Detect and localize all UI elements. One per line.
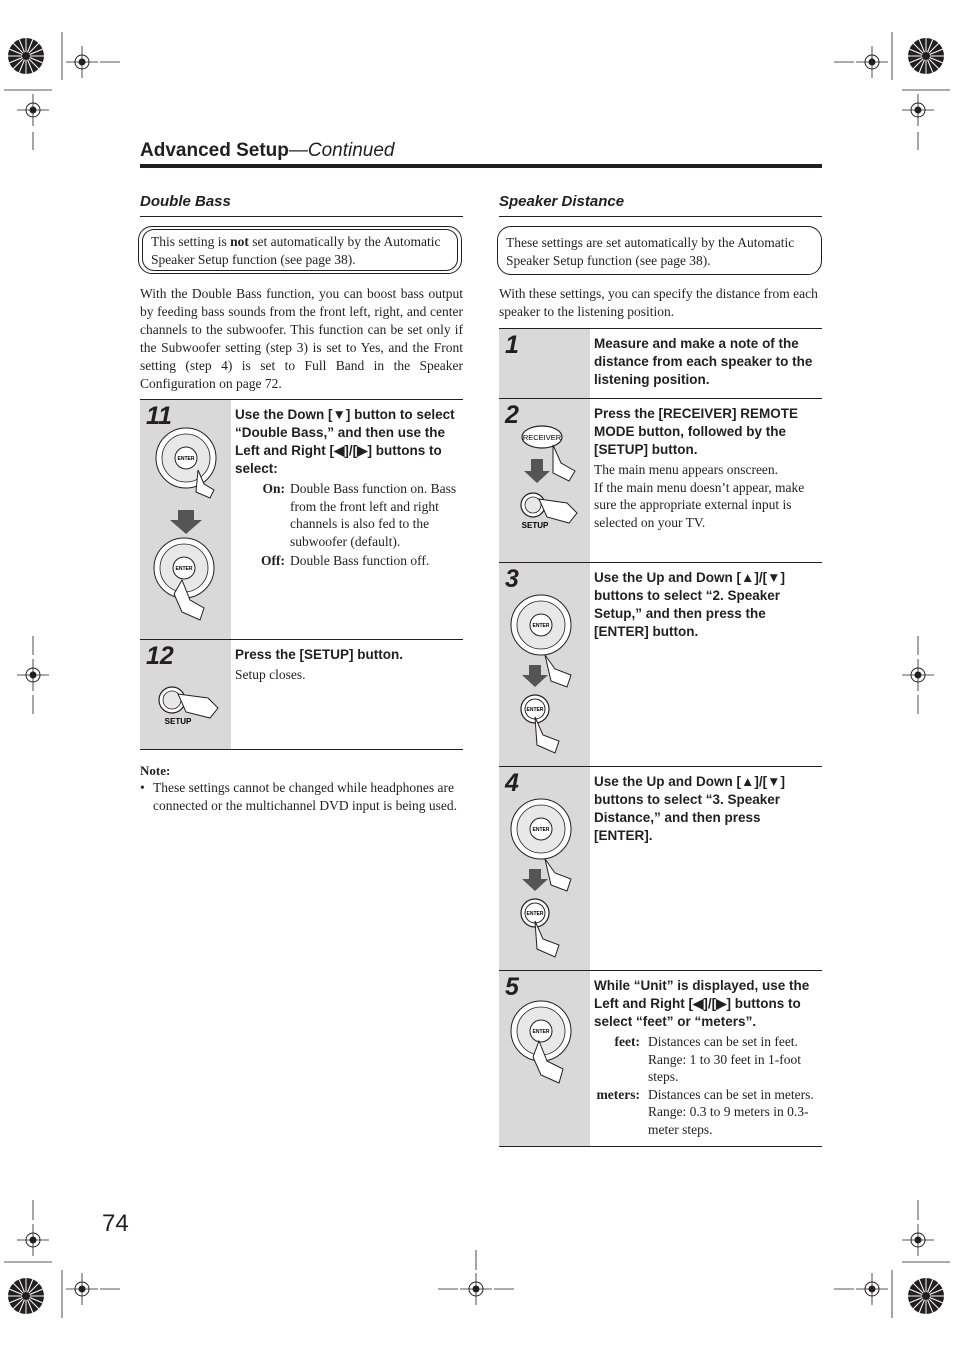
step-5 bbox=[499, 970, 822, 1147]
enter-dial-illustration bbox=[507, 997, 587, 1097]
step-number: 4 bbox=[505, 769, 519, 797]
step-3 bbox=[499, 562, 822, 767]
definition-row: feet: Distances can be set in feet. Range: 1 to 30 feet in 1-foot steps. bbox=[614, 1034, 801, 1084]
svg-text:ENTER: ENTER bbox=[526, 707, 544, 713]
svg-text:RECEIVER: RECEIVER bbox=[522, 433, 562, 442]
enter-dial-icon bbox=[156, 428, 216, 498]
definition-row: meters: Distances can be set in meters. Range: 0.3 to 9 meters in 0.3-meter steps. bbox=[596, 1086, 814, 1137]
enter-dial-icon bbox=[154, 538, 214, 620]
intro-double-bass: With the Double Bass function, you can boost bass output by feeding bass sounds from the front left, right, and center channels to the subwoofer. This function can be set only if the Subwoofer setting (step 3) is set to Yes, and the Front setting (step 4) is set to Full Band in the Speaker Configuration on page 72. bbox=[140, 286, 463, 391]
svg-text:ENTER: ENTER bbox=[532, 1029, 550, 1035]
step-heading: Measure and make a note of the distance from each speaker to the listening position. bbox=[594, 336, 813, 387]
page-header bbox=[140, 140, 395, 162]
step-1 bbox=[499, 328, 822, 399]
step-heading: Use the Down [▼] button to select “Double Bass,” and then use the Left and Right [◀]/[▶] buttons to select: bbox=[235, 407, 455, 476]
enter-dial-icon bbox=[511, 799, 571, 859]
step-4 bbox=[499, 766, 822, 971]
svg-text:SETUP: SETUP bbox=[164, 717, 192, 726]
svg-text:ENTER: ENTER bbox=[526, 911, 544, 917]
note-list bbox=[140, 779, 463, 815]
enter-dial-icon bbox=[511, 1001, 571, 1083]
step-body: The main menu appears onscreen. If the main menu doesn’t appear, make sure the appropriate external input is selected on your TV. bbox=[594, 462, 805, 530]
notice-box-speaker-distance: These settings are set automatically by the Automatic Speaker Setup function (see page 38). bbox=[497, 226, 822, 275]
svg-text:ENTER: ENTER bbox=[175, 566, 193, 572]
svg-text:SETUP: SETUP bbox=[521, 521, 549, 530]
notice-box-double-bass: This setting is not set automatically by the Automatic Speaker Setup function (see page 38). bbox=[142, 229, 458, 271]
steps-bottom-rule bbox=[140, 749, 463, 750]
step-12 bbox=[140, 639, 463, 750]
step-heading: Press the [RECEIVER] REMOTE MODE button, followed by the [SETUP] button. bbox=[594, 406, 799, 457]
step-number: 5 bbox=[505, 973, 519, 1001]
enter-button-icon bbox=[521, 695, 559, 753]
steps-bottom-rule bbox=[499, 1146, 822, 1147]
remote-enter-illustration bbox=[148, 430, 228, 635]
step-number: 1 bbox=[505, 331, 519, 359]
section-title-double-bass: Double Bass bbox=[140, 193, 231, 210]
enter-dial-illustration bbox=[507, 593, 587, 763]
step-2 bbox=[499, 398, 822, 563]
step-11 bbox=[140, 399, 463, 640]
enter-button-icon bbox=[521, 899, 559, 957]
header-title: Advanced Setup bbox=[140, 140, 289, 161]
step-number: 2 bbox=[505, 401, 519, 429]
step-number: 12 bbox=[146, 642, 174, 670]
step-body: Setup closes. bbox=[235, 667, 306, 682]
setup-button-icon bbox=[154, 682, 224, 732]
enter-dial-icon bbox=[511, 595, 571, 655]
definition-row: Off: Double Bass function off. bbox=[261, 553, 430, 568]
step-heading: Use the Up and Down [▲]/[▼] buttons to select “2. Speaker Setup,” and then press the [ENTER] button. bbox=[594, 570, 785, 639]
step-number: 3 bbox=[505, 565, 519, 593]
section-rule bbox=[140, 216, 463, 217]
section-rule bbox=[499, 216, 822, 217]
step-heading: Press the [SETUP] button. bbox=[235, 647, 404, 662]
section-title-speaker-distance: Speaker Distance bbox=[499, 193, 625, 210]
note-title: Note: bbox=[140, 763, 171, 778]
definition-row: On: Double Bass function on. Bass from the front left and right channels is also fed to the subwoofer (default). bbox=[262, 481, 457, 549]
svg-text:ENTER: ENTER bbox=[532, 623, 550, 629]
header-rule bbox=[140, 164, 822, 168]
svg-text:ENTER: ENTER bbox=[177, 456, 195, 462]
receiver-setup-illustration bbox=[513, 423, 583, 533]
enter-dial-illustration bbox=[507, 797, 587, 967]
header-continued: —Continued bbox=[288, 140, 395, 161]
step-heading: Use the Up and Down [▲]/[▼] buttons to select “3. Speaker Distance,” and then press [ENTER]. bbox=[594, 774, 785, 843]
step-number: 11 bbox=[146, 402, 172, 430]
page-number: 74 bbox=[102, 1210, 129, 1237]
intro-speaker-distance: With these settings, you can specify the distance from each speaker to the listening position. bbox=[499, 286, 818, 319]
step-heading: While “Unit” is displayed, use the Left and Right [◀]/[▶] buttons to select “feet” or “meters”. bbox=[594, 978, 810, 1029]
setup-button-icon bbox=[521, 493, 577, 530]
svg-text:ENTER: ENTER bbox=[532, 827, 550, 833]
note-item: • These settings cannot be changed while headphones are connected or the multichannel DVD input is being used. bbox=[140, 780, 458, 813]
